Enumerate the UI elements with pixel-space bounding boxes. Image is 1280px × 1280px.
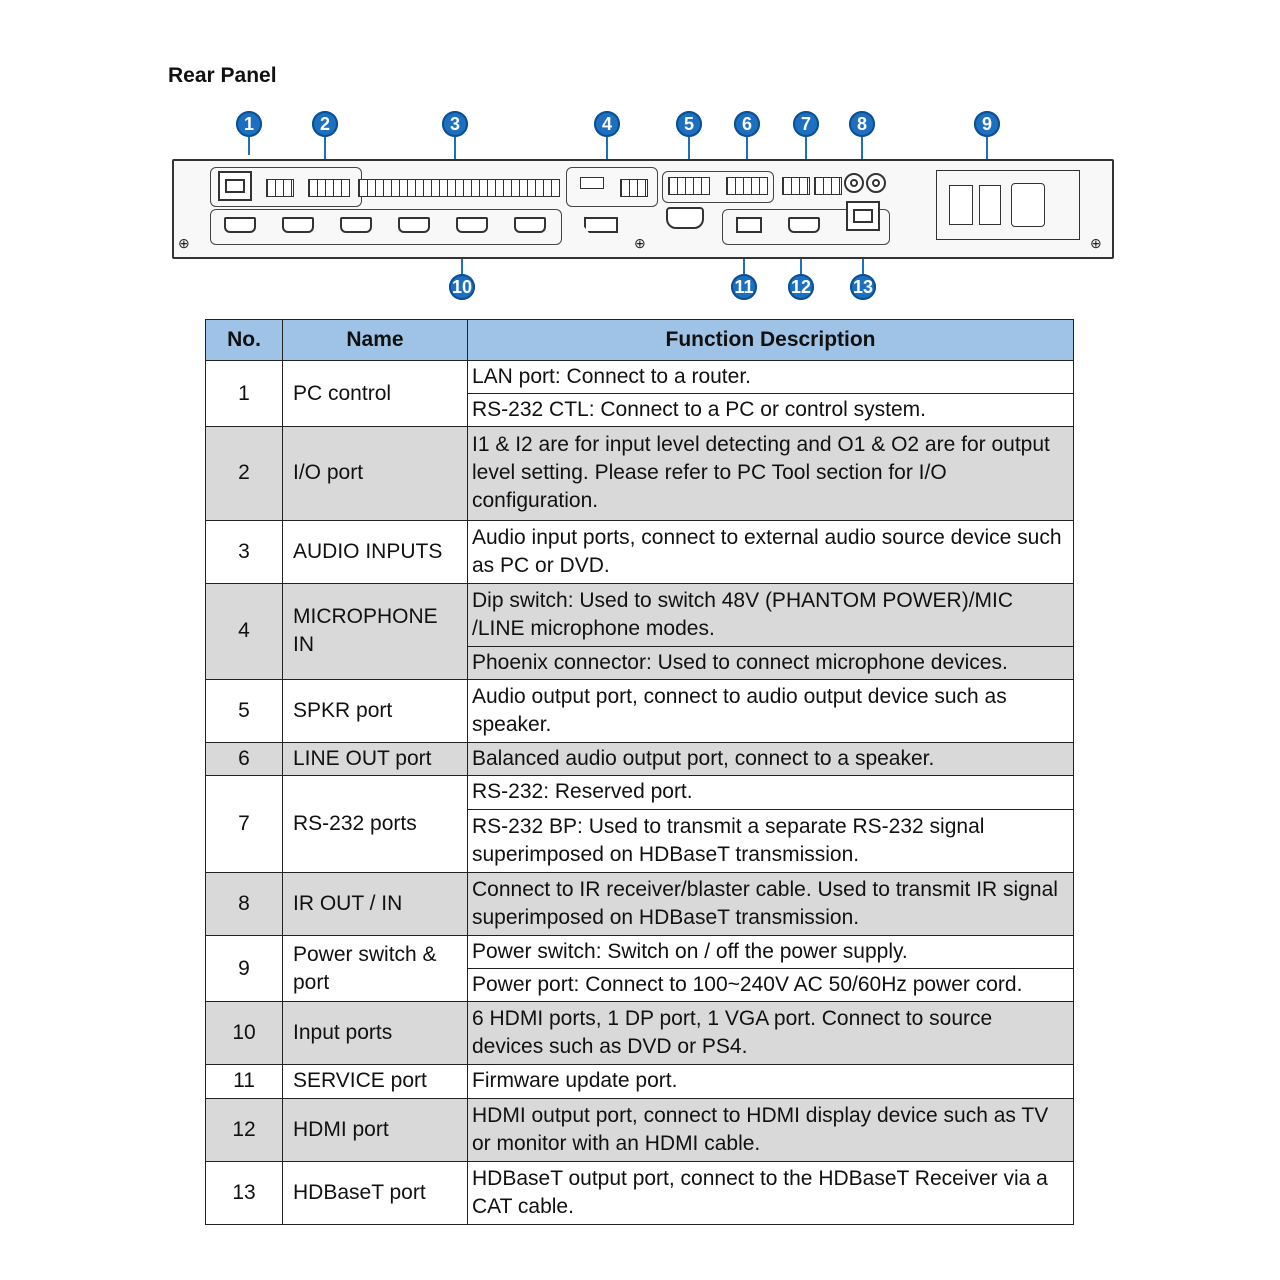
callout-9: 9 [974,111,1000,137]
row-desc: RS-232 CTL: Connect to a PC or control system. [468,394,1074,427]
callout-6: 6 [734,111,760,137]
screw-icon: ⊕ [1090,235,1102,251]
leader-line [454,137,456,159]
audio-inputs-terminal [358,179,560,197]
hdbaset-port-icon [846,201,880,231]
power-group [936,170,1080,240]
row-name: IR OUT / IN [283,872,468,935]
table-row [206,520,1074,583]
table-row [206,583,1074,646]
table-row [206,427,1074,520]
dp-port-icon [584,217,618,233]
row-no: 7 [206,776,283,872]
hdmi-in-3-icon [340,217,372,233]
row-desc: HDBaseT output port, connect to the HDBaseT Receiver via a CAT cable. [468,1161,1074,1224]
row-desc: Balanced audio output port, connect to a speaker. [468,743,1074,776]
callout-1: 1 [236,111,262,137]
row-desc: Dip switch: Used to switch 48V (PHANTOM POWER)/MIC /LINE microphone modes. [468,583,1074,646]
row-name: RS-232 ports [283,776,468,872]
row-no: 9 [206,935,283,1001]
input-ports-group [210,209,562,245]
row-name: AUDIO INPUTS [283,520,468,583]
row-name: HDBaseT port [283,1161,468,1224]
table-row [206,776,1074,809]
rear-panel-table [205,319,1074,1225]
row-desc: Audio input ports, connect to external audio source device such as PC or DVD. [468,520,1074,583]
row-desc: Phoenix connector: Used to connect microphone devices. [468,646,1074,679]
callout-10: 10 [449,274,475,300]
row-no: 11 [206,1065,283,1098]
hdmi-in-6-icon [514,217,546,233]
col-header-no: No. [206,320,283,361]
table-row [206,1098,1074,1161]
hdmi-out-icon [788,217,820,233]
table-row [206,1161,1074,1224]
row-desc: Power port: Connect to 100~240V AC 50/60Hz power cord. [468,969,1074,1002]
row-no: 5 [206,680,283,743]
row-name: Input ports [283,1002,468,1065]
table-row [206,1002,1074,1065]
hdmi-in-2-icon [282,217,314,233]
row-no: 10 [206,1002,283,1065]
leader-line [324,137,326,159]
row-desc: 6 HDMI ports, 1 DP port, 1 VGA port. Connect to source devices such as DVD or PS4. [468,1002,1074,1065]
row-desc: Firmware update port. [468,1065,1074,1098]
callout-2: 2 [312,111,338,137]
row-name: HDMI port [283,1098,468,1161]
row-name: I/O port [283,427,468,520]
row-no: 2 [206,427,283,520]
hdmi-in-5-icon [456,217,488,233]
callout-12: 12 [788,274,814,300]
callout-11: 11 [731,274,757,300]
row-desc: Connect to IR receiver/blaster cable. Used to transmit IR signal superimposed on HDBaseT transmission. [468,872,1074,935]
row-desc: RS-232: Reserved port. [468,776,1074,809]
row-name: MICROPHONE IN [283,583,468,679]
row-name: LINE OUT port [283,743,468,776]
power-socket-icon [1011,183,1045,227]
dip-switch-icon [580,177,604,189]
row-no: 8 [206,872,283,935]
screw-icon: ⊕ [178,235,190,251]
screw-icon: ⊕ [634,235,646,251]
rs232-bp-terminal [814,177,842,195]
row-no: 4 [206,583,283,679]
service-usb-icon [736,217,762,233]
vga-port-icon [666,207,704,229]
table-row [206,935,1074,968]
line-out-terminal [726,177,768,195]
lan-port-icon [218,171,252,201]
row-desc: Power switch: Switch on / off the power supply. [468,935,1074,968]
mic-terminal [620,179,648,197]
table-row [206,680,1074,743]
row-no: 1 [206,361,283,427]
ir-out-jack-icon [844,173,864,193]
row-name: SERVICE port [283,1065,468,1098]
row-desc: Audio output port, connect to audio output device such as speaker. [468,680,1074,743]
leader-line [248,137,250,155]
table-row [206,872,1074,935]
hdmi-in-1-icon [224,217,256,233]
row-desc: I1 & I2 are for input level detecting and O1 & O2 are for output level setting. Please refer to PC Tool section for I/O configuration. [468,427,1074,520]
callout-5: 5 [676,111,702,137]
io-terminal [308,179,350,197]
row-name: PC control [283,361,468,427]
row-desc: LAN port: Connect to a router. [468,361,1074,394]
page-title: Rear Panel [168,64,277,87]
hdmi-in-4-icon [398,217,430,233]
callout-7: 7 [793,111,819,137]
power-switch-icon [949,185,973,225]
fuse-icon [979,185,1001,225]
table-header-row [206,320,1074,361]
rs232-ctl-terminal [266,179,294,197]
row-name: SPKR port [283,680,468,743]
row-desc: HDMI output port, connect to HDMI display device such as TV or monitor with an HDMI cable. [468,1098,1074,1161]
table-row [206,743,1074,776]
row-no: 12 [206,1098,283,1161]
row-no: 6 [206,743,283,776]
callout-13: 13 [850,274,876,300]
rs232-terminal [782,177,810,195]
row-no: 3 [206,520,283,583]
row-no: 13 [206,1161,283,1224]
row-desc: RS-232 BP: Used to transmit a separate RS-232 signal superimposed on HDBaseT transmission. [468,809,1074,872]
spkr-terminal [668,177,710,195]
callout-3: 3 [442,111,468,137]
row-name: Power switch & port [283,935,468,1001]
callout-4: 4 [594,111,620,137]
table-row [206,1065,1074,1098]
leader-line [986,137,988,161]
col-header-name: Name [283,320,468,361]
callout-8: 8 [849,111,875,137]
col-header-description: Function Description [468,320,1074,361]
table-row [206,361,1074,394]
ir-in-jack-icon [866,173,886,193]
